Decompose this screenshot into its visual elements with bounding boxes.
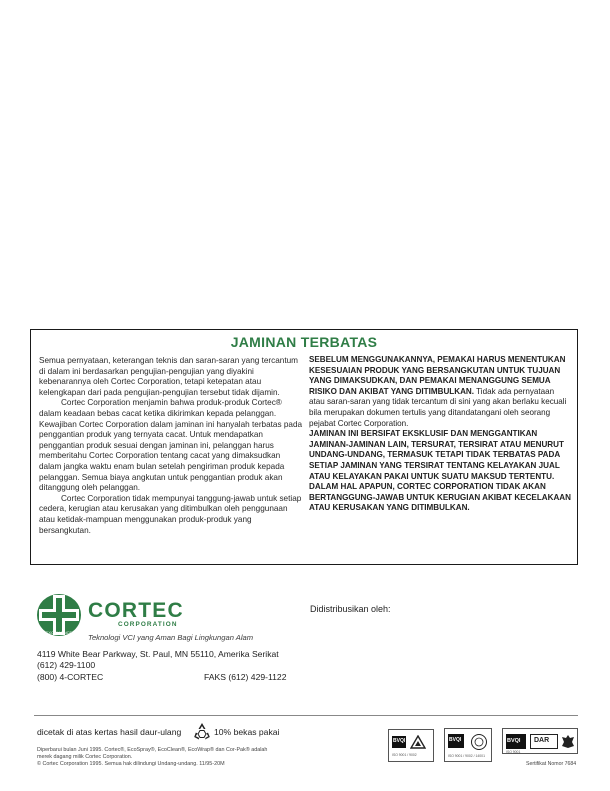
certification-standard: ISO 9001 / 9002 <box>392 753 417 757</box>
certification-standard: ISO 9001 <box>506 750 521 754</box>
warranty-left-column <box>39 356 303 536</box>
trademark-owner: merek dagang milik Cortec Corporation. <box>37 754 133 760</box>
company-subtitle: CORPORATION <box>118 621 178 628</box>
warranty-paragraph: Cortec Corporation tidak mempunyai tanggung-jawab untuk setiap cedera, kerugian atau kerusakan yang ditimbulkan oleh penggunaan atau ketidak-mampuan menggunakan produk-produk yang bersangkutan. <box>39 493 302 535</box>
certification-standard: ISO 9001 / 9002 / 14001 <box>448 754 485 758</box>
company-address: 4119 White Bear Parkway, St. Paul, MN 55110, Amerika Serikat <box>37 649 279 659</box>
fine-print <box>37 747 327 768</box>
certification-label: BVQI <box>393 738 406 744</box>
certificate-number: Sertifikat Nomor 7684 <box>526 761 577 767</box>
warranty-right-column <box>309 355 571 514</box>
certification-label: BVQI <box>449 737 462 743</box>
company-name: CORTEC <box>88 599 184 622</box>
logo-badge-text: EXCELLENCE <box>45 630 73 635</box>
dar-label: DAR <box>534 737 550 744</box>
limited-warranty-box <box>30 329 578 565</box>
company-phone: (612) 429-1100 <box>37 660 96 671</box>
cortec-logo-icon <box>36 592 86 638</box>
warranty-title: JAMINAN TERBATAS <box>230 334 378 350</box>
warranty-paragraph: Cortec Corporation menjamin bahwa produk-produk Cortec® dalam keadaan bebas cacat ketika dikirimkan kepada pelanggan. Kewajiban Cortec Corporation dalam jaminan ini hanyalah terbatas pada penggantian produk yang ternyata cacat. Untuk mendapatkan penggantian produk sesuai dengan jaminan ini, pelanggan harus memberitahu Cortec Corporation tentang cacat yang dimaksudkan dalam jangka waktu enam bulan setelah pengiriman produk kepada pelanggan. Semua biaya angkutan untuk penggantian produk akan ditanggung oleh pelanggan. <box>39 398 303 493</box>
warranty-disclaimer <box>309 355 571 429</box>
accreditation-triangle-icon <box>410 735 426 749</box>
company-logo-block <box>36 592 296 648</box>
company-fax: FAKS (612) 429-1122 <box>204 672 287 682</box>
copyright-note: © Cortec Corporation 1995. Semua hak dilindungi Undang-undang. 11/95-20M <box>37 761 225 767</box>
certification-badge <box>502 728 578 754</box>
trademark-note: Diperbarui bulan Juni 1995. Cortec®, EcoSpray®, EcoClean®, EcoWrap® dan Cor-Pak® adalah <box>37 747 268 753</box>
warranty-disclaimer-text: Tidak ada pernyataan atau saran-saran yang tidak tercantum di sini yang akan berlaku kecuali bila merupakan dokumen tertulis yang ditandatangani oleh seorang pejabat Cortec Corporation. <box>309 386 567 428</box>
certification-badge <box>444 728 492 762</box>
company-phone-tollfree: (800) 4-CORTEC <box>37 671 104 682</box>
certification-badge <box>388 729 434 762</box>
warranty-exclusivity: JAMINAN INI BERSIFAT EKSKLUSIF DAN MENGGANTIKAN JAMINAN-JAMINAN LAIN, TERSURAT, TERSIRAT ATAU MENURUT UNDANG-UNDANG, TERMASUK TETAPI TIDAK TERBATAS PADA SETIAP JAMINAN YANG TERSIRAT TENTANG KELAYAKAN JUAL ATAU KELAYAKAN PAKAI UNTUK SUATU MAKSUD TERTENTU. DALAM HAL APAPUN, CORTEC CORPORATION TIDAK AKAN BERTANGGUNG-JAWAB UNTUK KERUGIAN AKIBAT KECELAKAAN ATAU KERUSAKAN YANG DITIMBULKAN. <box>309 429 571 513</box>
eagle-emblem-icon <box>561 734 575 749</box>
accreditation-seal-icon <box>470 733 488 751</box>
warranty-paragraph: Semua pernyataan, keterangan teknis dan saran-saran yang tercantum di dalam ini berdasarkan pengujian-pengujian yang diyakini kebenarannya oleh Cortec Corporation, tetapi ketepatan atau kelengkapan dari pada pengujian-pengujian tersebut tidak dijamin. <box>39 356 298 397</box>
certification-label: BVQI <box>507 738 521 744</box>
footer-divider <box>34 715 578 716</box>
distributed-by-label: Didistribusikan oleh: <box>310 604 391 614</box>
recycled-paper-note: dicetak di atas kertas hasil daur-ulang <box>37 727 182 737</box>
recycle-icon <box>192 722 212 741</box>
company-tagline: Teknologi VCI yang Aman Bagi Lingkungan Alam <box>88 633 254 642</box>
recycled-percentage: 10% bekas pakai <box>214 727 280 737</box>
warranty-disclaimer-caps: SEBELUM MENGGUNAKANNYA, PEMAKAI HARUS MENENTUKAN KESESUAIAN PRODUK YANG BERSANGKUTAN UNTUK TUJUAN YANG DIMAKSUDKAN, DAN PEMAKAI MENANGGUNG SEMUA RISIKO DAN AKIBAT YANG DITIMBULKAN. <box>309 355 566 396</box>
